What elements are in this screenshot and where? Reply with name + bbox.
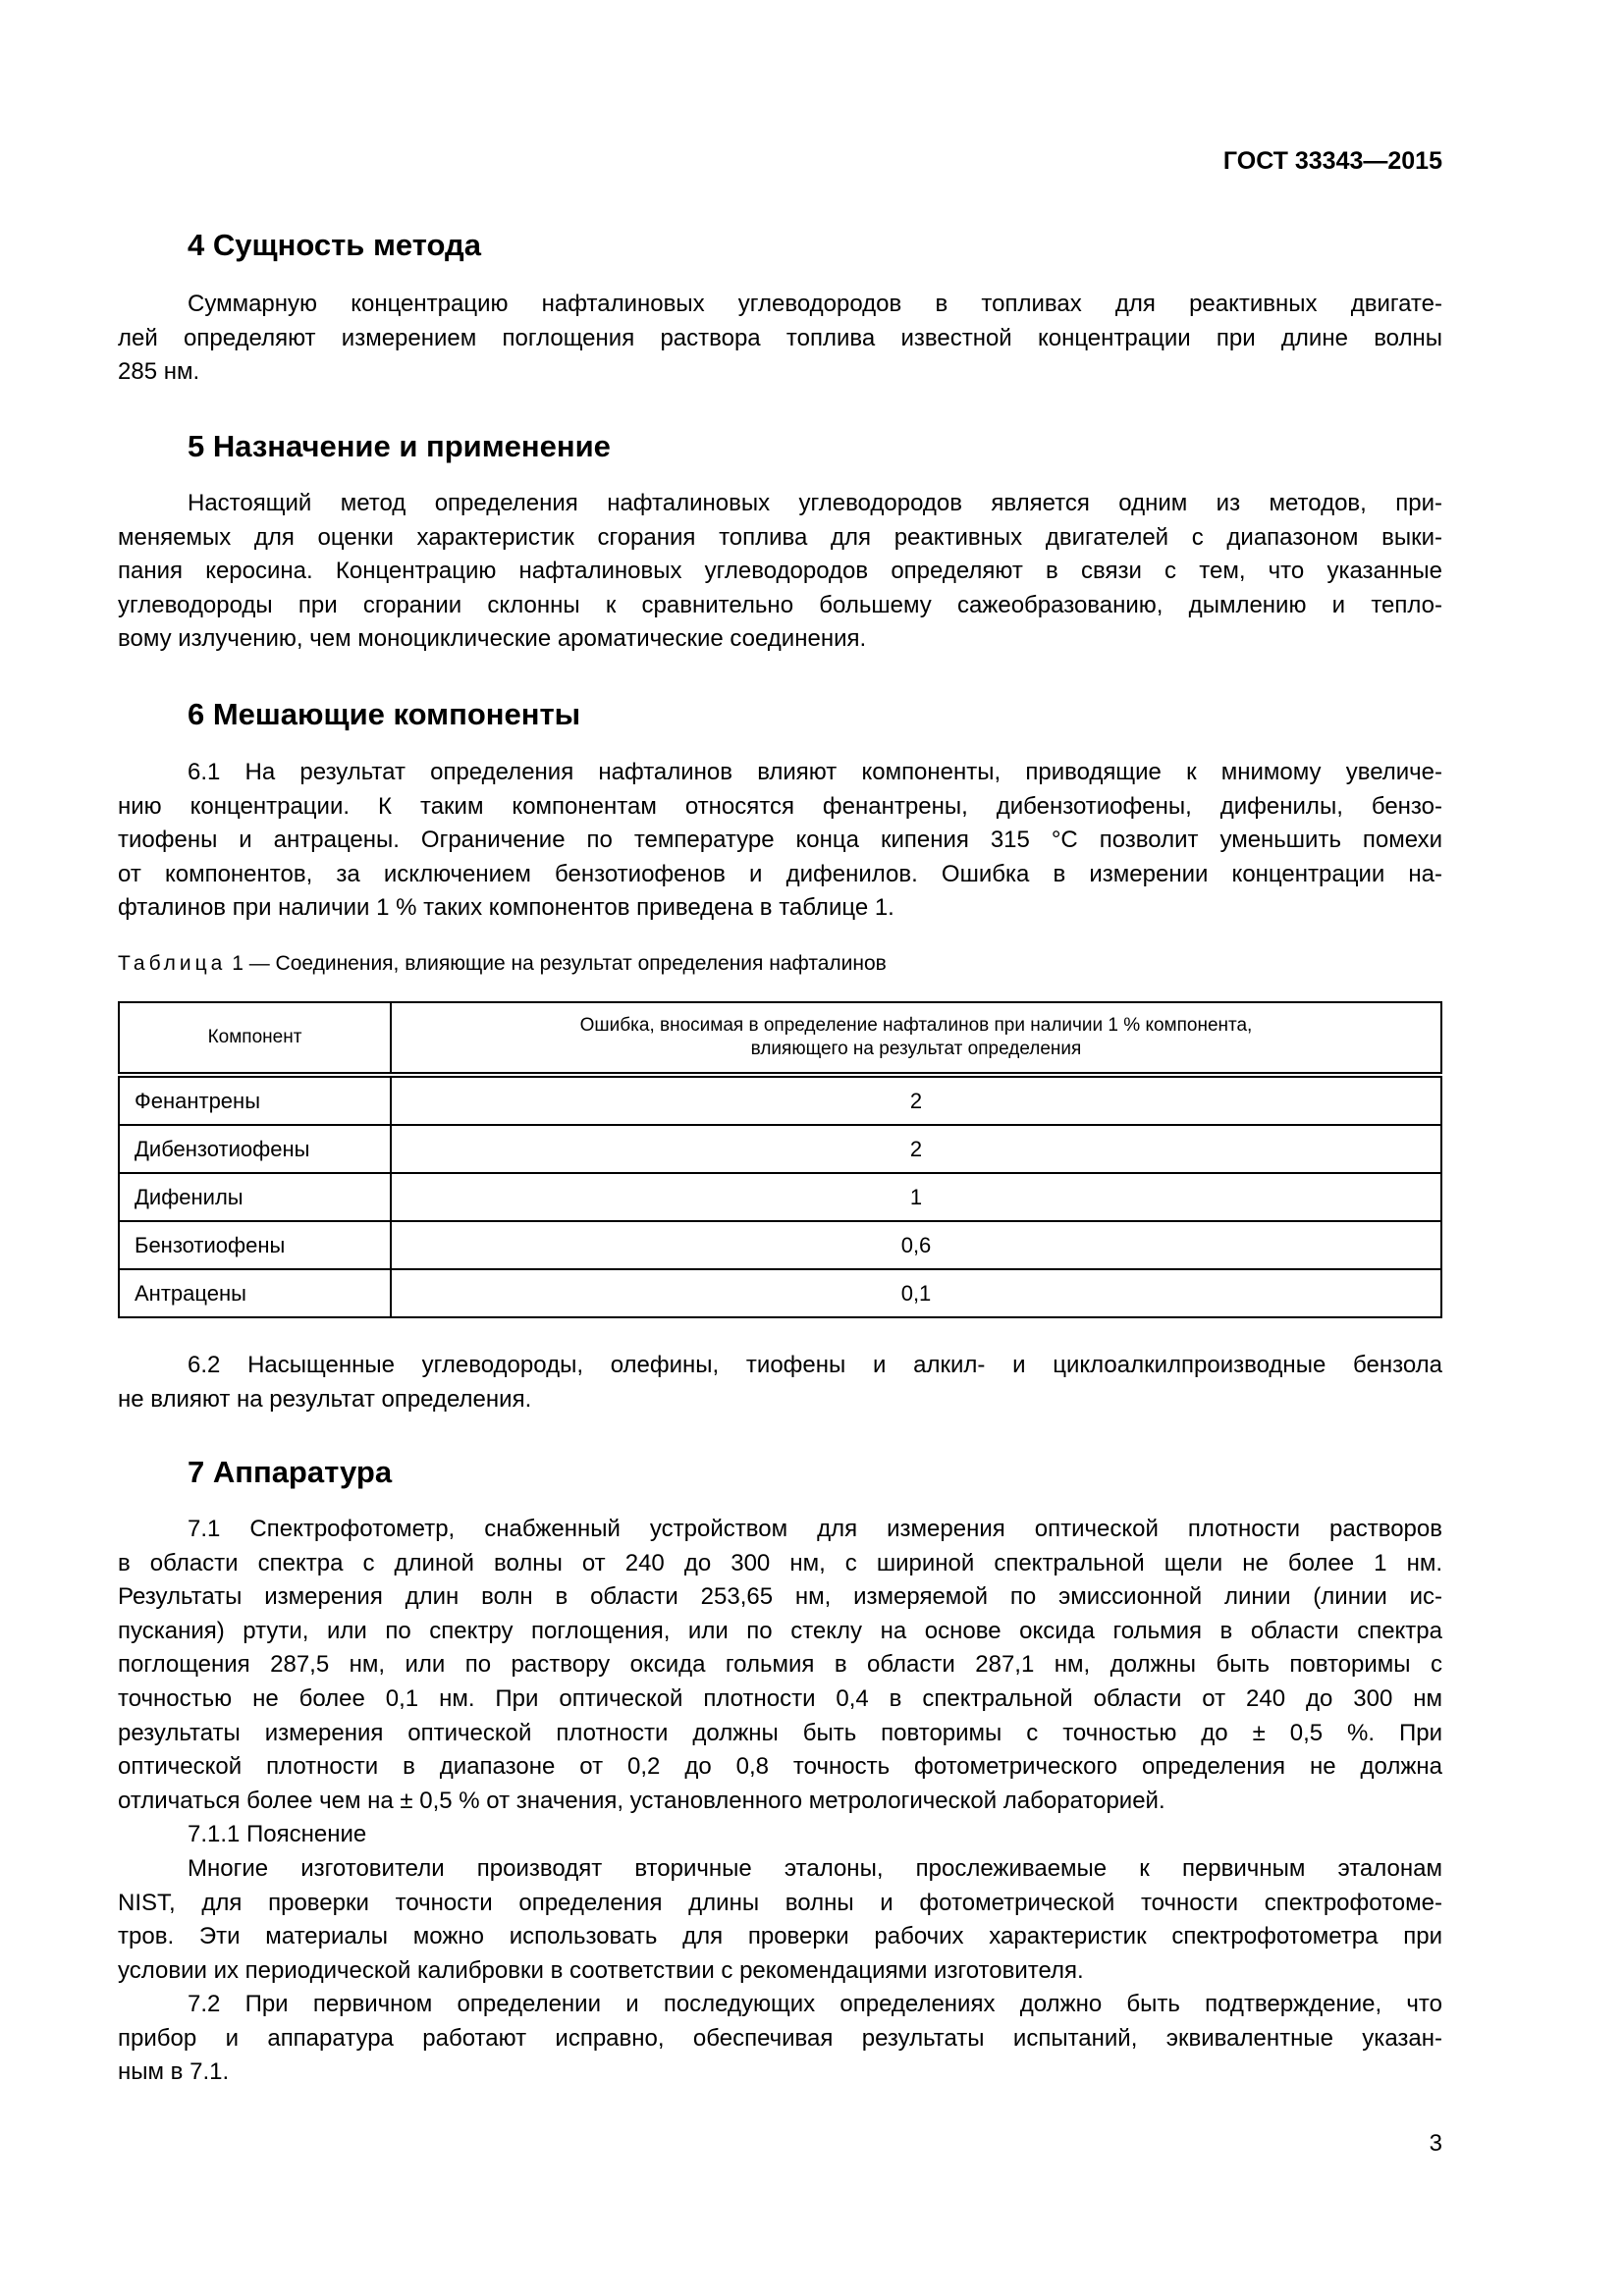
text-line: тиофены и антрацены. Ограничение по температуре конца кипения 315 °С позволит уменьшить помехи — [118, 827, 1442, 854]
section-6-1-paragraph — [118, 756, 1442, 926]
text-line: 6.1 На результат определения нафталинов влияют компоненты, приводящие к мнимому увеличе- — [188, 759, 1442, 785]
section-7-1-paragraph — [118, 1513, 1442, 1818]
error-value-cell: 2 — [391, 1075, 1441, 1125]
section-6-2-paragraph — [118, 1349, 1442, 1416]
component-cell: Антрацены — [119, 1269, 391, 1317]
header-error-line-1: Ошибка, вносимая в определение нафталинов при наличии 1 % компонента, — [579, 1015, 1253, 1036]
error-value-cell: 0,6 — [391, 1221, 1441, 1269]
document-header: ГОСТ 33343—2015 — [1222, 147, 1442, 175]
text-line: вому излучению, чем моноциклические ароматические соединения. — [118, 625, 867, 653]
section-7-heading: 7 Аппаратура — [188, 1455, 393, 1489]
text-line: 7.1.1 Пояснение — [188, 1821, 367, 1847]
table-row — [119, 1269, 1441, 1317]
text-line: условии их периодической калибровки в соответствии с рекомендациями изготовителя. — [118, 1956, 1084, 1984]
text-line: меняемых для оценки характеристик сгорания топлива для реактивных двигателей с диапазоном выки- — [118, 523, 1442, 551]
text-line: Многие изготовители производят вторичные эталоны, прослеживаемые к первичным эталонам — [188, 1855, 1442, 1882]
text-line: пускания) ртути, или по спектру поглощения, или по стеклу на основе оксида гольмия в области спектра — [118, 1617, 1442, 1644]
section-6-heading: 6 Мешающие компоненты — [188, 697, 581, 731]
section-4-heading: 4 Сущность метода — [188, 228, 481, 262]
header-component: Компонент — [119, 1002, 391, 1075]
section-5-paragraph — [118, 487, 1442, 657]
table-row — [119, 1221, 1441, 1269]
section-5-heading: 5 Назначение и применение — [188, 429, 611, 463]
section-4-paragraph — [118, 288, 1442, 390]
text-line: 6.2 Насыщенные углеводороды, олефины, тиофены и алкил- и циклоалкилпроизводные бензола — [188, 1352, 1442, 1378]
text-line: прибор и аппаратура работают исправно, обеспечивая результаты испытаний, эквивалентные указан- — [118, 2024, 1442, 2052]
text-line: пания керосина. Концентрацию нафталиновых углеводородов определяют в связи с тем, что указанные — [118, 558, 1442, 585]
text-line: фталинов при наличии 1 % таких компонентов приведена в таблице 1. — [118, 894, 894, 922]
text-line: 7.2 При первичном определении и последующих определениях должно быть подтверждение, что — [188, 1991, 1442, 2017]
text-line: NIST, для проверки точности определения длины волны и фотометрической точности спектрофотоме- — [118, 1889, 1442, 1916]
text-line: 7.1 Спектрофотометр, снабженный устройством для измерения оптической плотности растворов — [188, 1516, 1442, 1542]
error-value-cell: 1 — [391, 1173, 1441, 1221]
table-row — [119, 1125, 1441, 1173]
component-cell: Дифенилы — [119, 1173, 391, 1221]
text-line: поглощения 287,5 нм, или по раствору оксида гольмия в области 287,1 нм, должны быть повторимы с — [118, 1651, 1442, 1679]
text-line: не влияют на результат определения. — [118, 1385, 532, 1413]
section-7-2-paragraph — [118, 1988, 1442, 2090]
component-cell: Дибензотиофены — [119, 1125, 391, 1173]
table-row — [119, 1075, 1441, 1125]
table-1 — [118, 1001, 1442, 1318]
table-caption — [118, 952, 887, 976]
text-line: Результаты измерения длин волн в области 253,65 нм, измеряемой по эмиссионной линии (линии ис- — [118, 1583, 1442, 1611]
section-7-1-1-heading — [118, 1818, 1442, 1852]
text-line: оптической плотности в диапазоне от 0,2 до 0,8 точность фотометрического определения не должна — [118, 1753, 1442, 1781]
table-header-row — [119, 1002, 1441, 1075]
page-number: 3 — [1429, 2130, 1442, 2157]
component-cell: Фенантрены — [119, 1075, 391, 1125]
text-line: точностью не более 0,1 нм. При оптической плотности 0,4 в спектральной области от 240 до 300 нм — [118, 1684, 1442, 1712]
text-line: лей определяют измерением поглощения раствора топлива известной концентрации при длине волны — [118, 324, 1442, 351]
text-line: Настоящий метод определения нафталиновых углеводородов является одним из методов, при- — [188, 490, 1442, 516]
table-caption-text: 1 — Соединения, влияющие на результат определения нафталинов — [232, 952, 887, 975]
text-line: углеводороды при сгорании склонны к сравнительно большему сажеобразованию, дымлению и тепло- — [118, 591, 1442, 618]
text-line: 285 нм. — [118, 358, 200, 386]
text-line: результаты измерения оптической плотности должны быть повторимы с точностью до ± 0,5 %. При — [118, 1719, 1442, 1746]
section-7-1-1-paragraph — [118, 1852, 1442, 1988]
text-line: ным в 7.1. — [118, 2058, 230, 2086]
table-row — [119, 1173, 1441, 1221]
text-line: отличаться более чем на ± 0,5 % от значения, установленного метрологической лабораторией. — [118, 1787, 1165, 1814]
text-line: нию концентрации. К таким компонентам относятся фенантрены, дибензотиофены, дифенилы, бензо- — [118, 792, 1442, 820]
text-line: Суммарную концентрацию нафталиновых углеводородов в топливах для реактивных двигате- — [188, 291, 1442, 317]
text-line: тров. Эти материалы можно использовать для проверки рабочих характеристик спектрофотометра при — [118, 1923, 1442, 1950]
table-caption-label: Таблица — [118, 952, 227, 975]
component-cell: Бензотиофены — [119, 1221, 391, 1269]
error-value-cell: 0,1 — [391, 1269, 1441, 1317]
text-line: в области спектра с длиной волны от 240 до 300 нм, с шириной спектральной щели не более 1 нм. — [118, 1549, 1442, 1576]
header-error — [391, 1002, 1441, 1075]
text-line: от компонентов, за исключением бензотиофенов и дифенилов. Ошибка в измерении концентрации на- — [118, 860, 1442, 887]
header-error-line-2: влияющего на результат определения — [750, 1039, 1082, 1059]
error-value-cell: 2 — [391, 1125, 1441, 1173]
